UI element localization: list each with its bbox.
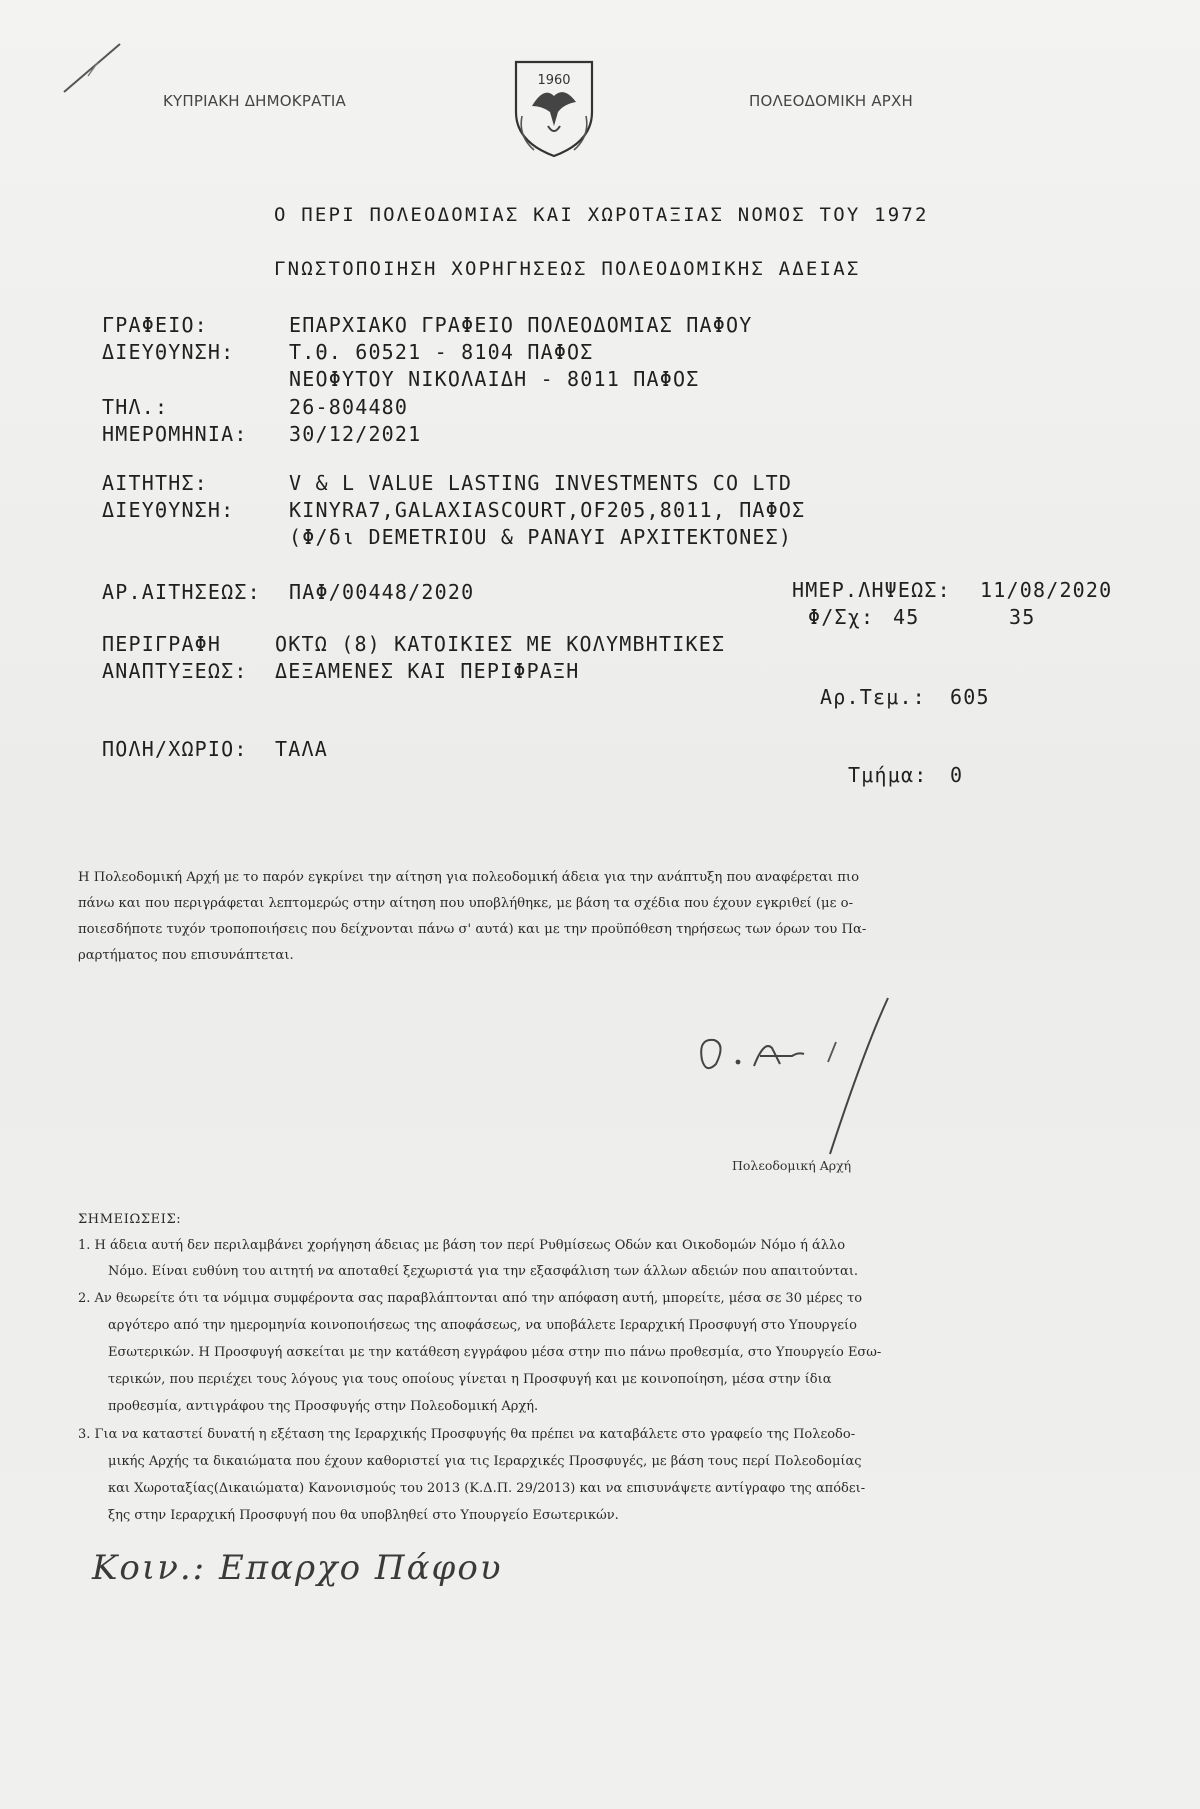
notes-heading: ΣΗΜΕΙΩΣΕΙΣ: (78, 1212, 182, 1227)
approval-line-3: ποιεσδήποτε τυχόν τροποποιήσεις που δείχνονται πάνω σ' αυτά) και με την προϋπόθεση τηρήσεως των όρων του Πα- (78, 922, 867, 937)
applicant-label: ΑΙΤΗΤΗΣ: (102, 471, 208, 495)
office-address-line1: Τ.Θ. 60521 - 8104 ΠΑΦΟΣ (289, 340, 594, 364)
office-address-line2: ΝΕΟΦΥΤΟΥ ΝΙΚΟΛΑΙΔΗ - 8011 ΠΑΦΟΣ (289, 367, 700, 391)
svg-text:1960: 1960 (537, 73, 571, 88)
approval-line-4: ραρτήματος που επισυνάπτεται. (78, 948, 294, 963)
description-line1: ΟΚΤΩ (8) ΚΑΤΟΙΚΙΕΣ ΜΕ ΚΟΛΥΜΒΗΤΙΚΕΣ (275, 632, 726, 656)
applicant-via: (Φ/δι DEMETRIOU & PANAYI ΑΡΧΙΤΕΚΤΟΝΕΣ) (289, 525, 793, 549)
note-2-line-4: τερικών, που περιέχει τους λόγους για τους οποίους γίνεται η Προσφυγή και με κοινοποίηση, μέσα στην ίδια (108, 1372, 832, 1387)
header-country: ΚΥΠΡΙΑΚΗ ΔΗΜΟΚΡΑΤΙΑ (163, 92, 346, 110)
phone-label: ΤΗΛ.: (102, 395, 169, 419)
received-date-label: ΗΜΕΡ.ΛΗΨΕΩΣ: (792, 578, 951, 602)
note-1-line-2: Νόμο. Είναι ευθύνη του αιτητή να αποταθεί ξεχωριστά για την εξασφάλιση των άλλων αδειών που απαιτούνται. (108, 1264, 859, 1279)
applicant-name: V & L VALUE LASTING INVESTMENTS CO LTD (289, 471, 793, 495)
office-value: ΕΠΑΡΧΙΑΚΟ ΓΡΑΦΕΙΟ ΠΟΛΕΟΔΟΜΙΑΣ ΠΑΦΟΥ (289, 313, 753, 337)
description-label-1: ΠΕΡΙΓΡΑΦΗ (102, 632, 222, 656)
received-date-value: 11/08/2020 (980, 578, 1113, 602)
note-2-line-5: προθεσμία, αντιγράφου της Προσφυγής στην Πολεοδομική Αρχή. (108, 1399, 539, 1414)
note-3-line-3: και Χωροταξίας(Δικαιώματα) Κανονισμούς του 2013 (Κ.Δ.Π. 29/2013) και να επισυνάψετε αντίγραφο της απόδει- (108, 1481, 866, 1496)
note-2-line-1: 2. Αν θεωρείτε ότι τα νόμιμα συμφέροντα σας παραβλάπτονται από την απόφαση αυτή, μπορείτε, μέσα σε 30 μέρες το (78, 1291, 863, 1306)
description-label-2: ΑΝΑΠΤΥΞΕΩΣ: (102, 659, 248, 683)
notice-title: ΓΝΩΣΤΟΠΟΙΗΣΗ ΧΟΡΗΓΗΣΕΩΣ ΠΟΛΕΟΔΟΜΙΚΗΣ ΑΔΕΙΑΣ (274, 258, 861, 280)
signature-caption: Πολεοδομική Αρχή (732, 1158, 852, 1173)
note-2-line-3: Εσωτερικών. Η Προσφυγή ασκείται με την κατάθεση εγγράφου μέσα στην πιο πάνω προθεσμία, στο Υπουργείο Εσω- (108, 1345, 882, 1360)
cyprus-coat-of-arms-icon (508, 56, 600, 160)
description-line2: ΔΕΞΑΜΕΝΕΣ ΚΑΙ ΠΕΡΙΦΡΑΞΗ (275, 659, 580, 683)
town-value: ΤΑΛΑ (275, 737, 328, 761)
plan-value: 35 (1009, 605, 1036, 629)
office-address-label: ΔΙΕΥΘΥΝΣΗ: (102, 340, 235, 364)
applicant-address: KINYRA7,GALAXIASCOURT,OF205,8011, ΠΑΦΟΣ (289, 498, 806, 522)
handwritten-copy-note: Κοιν.: Επαρχο Πάφου (92, 1548, 503, 1588)
approval-line-1: Η Πολεοδομική Αρχή με το παρόν εγκρίνει την αίτηση για πολεοδομική άδεια για την ανάπτυξη που αναφέρεται πιο (78, 870, 860, 885)
application-number-label: ΑΡ.ΑΙΤΗΣΕΩΣ: (102, 580, 261, 604)
date-label: ΗΜΕΡΟΜΗΝΙΑ: (102, 422, 248, 446)
sheet-plan-label: Φ/Σχ: (808, 605, 875, 629)
block-value: 0 (950, 763, 964, 787)
signature-mark (680, 990, 920, 1160)
applicant-address-label: ΔΙΕΥΘΥΝΣΗ: (102, 498, 235, 522)
town-label: ΠΟΛΗ/ΧΩΡΙΟ: (102, 737, 248, 761)
note-3-line-2: μικής Αρχής τα δικαιώματα που έχουν καθοριστεί για τις Ιεραρχικές Προσφυγές, με βάση τους περί Πολεοδομίας (108, 1454, 862, 1469)
date-value: 30/12/2021 (289, 422, 422, 446)
header-authority: ΠΟΛΕΟΔΟΜΙΚΗ ΑΡΧΗ (749, 92, 914, 110)
note-1-line-1: 1. Η άδεια αυτή δεν περιλαμβάνει χορήγηση άδειας με βάση τον περί Ρυθμίσεως Οδών και Οικοδομών Νόμο ή άλλο (78, 1238, 846, 1253)
parcel-label: Αρ.Τεμ.: (820, 685, 926, 709)
phone-value: 26-804480 (289, 395, 409, 419)
note-3-line-4: ξης στην Ιεραρχική Προσφυγή που θα υποβληθεί στο Υπουργείο Εσωτερικών. (108, 1508, 619, 1523)
note-2-line-2: αργότερο από την ημερομηνία κοινοποιήσεως της αποφάσεως, να υποβάλετε Ιεραρχική Προσφυγή στο Υπουργείο (108, 1318, 857, 1333)
law-title: Ο ΠΕΡΙ ΠΟΛΕΟΔΟΜΙΑΣ ΚΑΙ ΧΩΡΟΤΑΞΙΑΣ ΝΟΜΟΣ ΤΟΥ 1972 (274, 204, 929, 226)
block-label: Τμήμα: (848, 763, 928, 787)
office-label: ΓΡΑΦΕΙΟ: (102, 313, 208, 337)
parcel-value: 605 (950, 685, 990, 709)
application-number-value: ΠΑΦ/00448/2020 (289, 580, 475, 604)
note-3-line-1: 3. Για να καταστεί δυνατή η εξέταση της Ιεραρχικής Προσφυγής θα πρέπει να καταβάλετε στο γραφείο της Πολεοδο- (78, 1427, 856, 1442)
approval-line-2: πάνω και που περιγράφεται λεπτομερώς στην αίτηση που υποβλήθηκε, με βάση τα σχέδια που έχουν εγκριθεί (με ο- (78, 896, 854, 911)
sheet-value: 45 (893, 605, 920, 629)
pen-stroke-mark (58, 38, 128, 98)
